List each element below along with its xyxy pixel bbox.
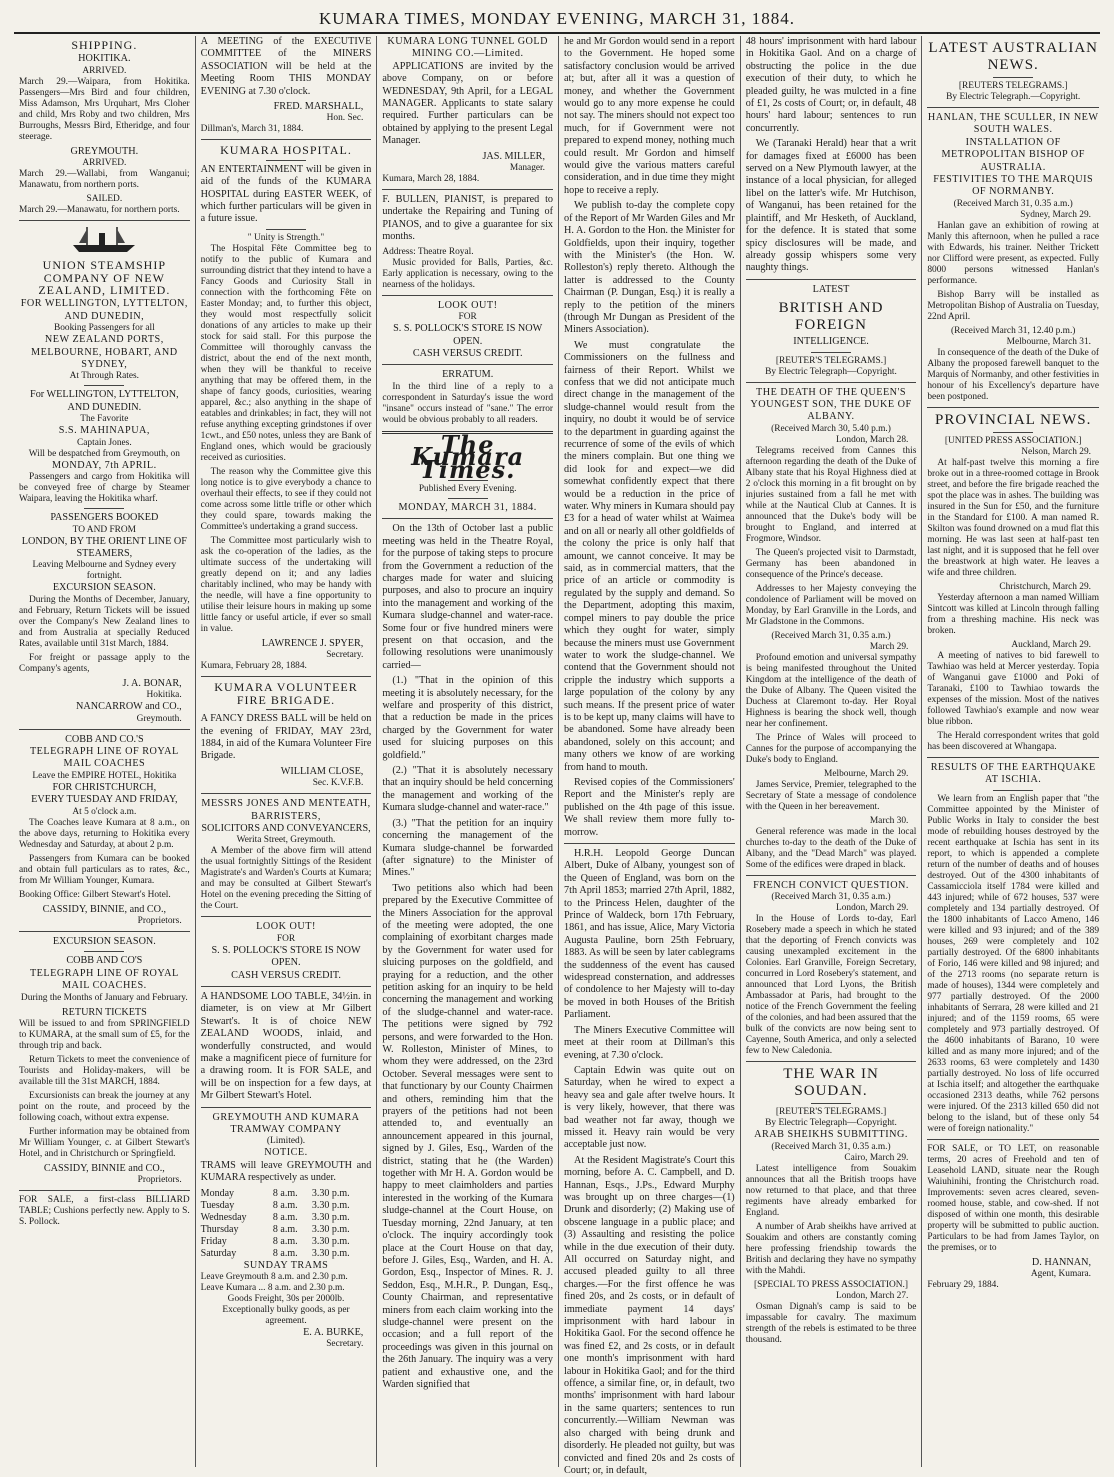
spyer: LAWRENCE J. SPYER, — [261, 637, 364, 649]
close: WILLIAM CLOSE, — [280, 765, 364, 777]
billiard-sale: FOR SALE, a first-class BILLIARD TABLE; Cushions perfectly new. Apply to S. S. Pollock. — [19, 1195, 190, 1228]
greymouth-arrived: ARRIVED. — [82, 158, 127, 169]
received-5: (Received March 31, 0.35 a.m.) — [953, 198, 1073, 209]
timetable-pm: 3.30 p.m. — [311, 1235, 350, 1247]
leader-continued: he and Mr Gordon would send in a report to the Government. He hoped some satisfactory conclusion would be arrived at; but, after all it was a question of money, and whether the Government would go to any more expense he could not say. The miners should not expect too much, for if Government were not prepared to expend money, nothing much could result. Mr Gordon and himself would give the various matters careful consideration, and in due time they might hope to receive a reply. — [564, 36, 735, 196]
member-text: A Member of the above firm will attend the usual fortnightly Sittings of the Resident Magistrate's and Warden's Courts at Kumara; and may be consulted at Gilbert Stewart's Hotel on the evening preceding the Sitting of the Court. — [200, 846, 372, 912]
resolution-3: (3.) "That the petition for an inquiry concerning the management of the Kumara sludge-channel be forwarded (after signature) to the Minister of Mines." — [382, 817, 554, 879]
column-4 — [559, 36, 741, 1476]
timetable-day: Saturday — [200, 1247, 237, 1259]
divider — [927, 407, 1099, 408]
greymouth-sailed-text: March 29.—Manawatu, for northern ports. — [19, 205, 180, 216]
upa-label: [UNITED PRESS ASSOCIATION.] — [944, 435, 1082, 446]
taranaki-text: We (Taranaki Herald) hear that a writ for damages fixed at £6000 has been served on a New Plymouth lawyer, at the instance of a local physician, for alleged libel on the latter's wife. Mr Hutchison, of Wanganui, has been retained for the plaintiff, and Mr Hesketh, of Auckland, for the defence. It is stated that some spicy disclosures will be made, and already gossip whispers some very naughty things. — [745, 138, 917, 274]
timetable-am: 8 a.m. — [272, 1187, 298, 1199]
festivities-heading: FESTIVITIES TO THE MARQUIS OF NORMANBY. — [933, 174, 1094, 198]
court-continued: 48 hours' imprisonment with hard labour in Hokitika Gaol. And on a charge of obstructing the police in the due execution of their duty, to which he pleaded guilty, he was mulcted in a fine of £1, 2s costs of Court; or, in default, 48 hours' hard labour; sentences to run concurrently. — [745, 36, 917, 134]
kumara-feb-date: Kumara, February 28, 1884. — [200, 661, 307, 672]
received-6: (Received March 31, 12.40 p.m.) — [950, 325, 1076, 336]
tram-timetable — [201, 1188, 372, 1260]
divider — [448, 498, 488, 499]
column-1 — [14, 36, 196, 1467]
reuters-label: [REUTER'S TELEGRAMS.] — [775, 355, 887, 366]
telegraph-line: TELEGRAPH LINE OF ROYAL MAIL COACHES — [29, 745, 179, 770]
tramway-heading: GREYMOUTH AND KUMARA TRAMWAY COMPANY — [212, 1111, 360, 1136]
timetable-pm: 3.30 p.m. — [311, 1211, 350, 1223]
meeting-notice: A MEETING of the EXECUTIVE COMMITTEE of the MINERS ASSOCIATION will be held at the Meeting Room THIS MONDAY EVENING at 7.30 o'clock. — [200, 36, 372, 97]
divider — [84, 951, 124, 952]
divider — [382, 518, 553, 519]
revised-text: Revised copies of the Commissioners' Report and the Minister's reply are published on the 4th page of this issue. We shall review them more fully to-morrow. — [564, 776, 735, 838]
proprietors: Proprietors. — [137, 915, 182, 926]
hon-sec: Hon. Sec. — [326, 113, 364, 124]
divider — [382, 364, 553, 365]
sydney-date: Sydney, March 29. — [1020, 209, 1092, 220]
excursion-heading-2: EXCURSION SEASON. — [52, 935, 156, 947]
timetable-am: 8 a.m. — [272, 1235, 298, 1247]
london-2: London, March 29. — [835, 903, 909, 914]
london-1: London, March 28. — [835, 434, 909, 445]
divider — [201, 793, 372, 794]
prince-text: The Prince of Wales will proceed to Cannes for the purpose of accompanying the Duke's body to England. — [745, 732, 917, 765]
kumara-date: Kumara, March 28, 1884. — [382, 174, 480, 185]
timetable-am: 8 a.m. — [272, 1199, 298, 1211]
at-five: At 5 o'clock a.m. — [72, 806, 137, 817]
solicitors: SOLICITORS AND CONVEYANCERS, — [201, 822, 371, 834]
london-3: London, March 27. — [835, 1290, 909, 1301]
convict-heading: FRENCH CONVICT QUESTION. — [753, 879, 909, 891]
burke-title: Secretary. — [326, 1339, 364, 1350]
pollock-store-2: S. S. POLLOCK'S STORE IS NOW OPEN. — [393, 323, 543, 347]
through-rates: At Through Rates. — [69, 371, 140, 382]
received-2: (Received March 31, 0.35 a.m.) — [771, 630, 891, 641]
tunnel-heading: KUMARA LONG TUNNEL GOLD MINING CO.—Limited. — [387, 36, 548, 60]
trams-text: TRAMS will leave GREYMOUTH and KUMARA respectively as under. — [200, 1159, 372, 1184]
timetable-am: 8 a.m. — [272, 1247, 298, 1259]
divider — [746, 279, 917, 280]
hanlan-heading: HANLAN, THE SCULLER, IN NEW SOUTH WALES. — [927, 112, 1099, 136]
christchurch-text: Yesterday afternoon a man named William Sintcott was killed at Lincoln through falling from a threshing machine. His neck was broken. — [927, 592, 1100, 636]
reuters-label-3: [REUTERS TELEGRAMS.] — [958, 81, 1068, 91]
divider — [382, 295, 553, 296]
march-30: March 30. — [869, 815, 909, 826]
received-4: (Received March 31, 0.35 a.m.) — [771, 1141, 891, 1152]
bonar-location: Hokitika. — [146, 690, 182, 701]
divider — [201, 139, 372, 140]
reuters-label-2: [REUTER'S TELEGRAMS.] — [775, 1107, 887, 1118]
general-text: General reference was made in the local churches to-day to the death of the Duke of Albany, and the "Dead March" was played. Some of the edifices were draped in black. — [745, 826, 917, 870]
death-text: Telegrams received from Cannes this afternoon regarding the death of the Duke of Albany state that his Royal Highness died at 2 o'clock this morning in a fit brought on by injuries sustained from a fall he met with while at the Nautical Club at Cannes. It is announced that the Duke's body will be brought to England, and interred at Frogmore, Windsor. — [745, 445, 917, 544]
marshall: FRED. MARSHALL, — [273, 101, 364, 113]
for-wellington-2: For WELLINGTON, LYTTELTON, AND DUNEDIN. — [30, 389, 179, 413]
melbourne-text: In consequence of the death of the Duke of Albany the proposed farewell banquet to the Marquis of Normanby, and other festivities in honour of his Excellency's departure have been postponed. — [927, 347, 1100, 402]
departure-date: MONDAY, 7th APRIL. — [52, 459, 157, 471]
greymouth-sailed: SAILED. — [86, 194, 123, 205]
timetable-pm: 3.30 p.m. — [311, 1199, 350, 1211]
special-label: [SPECIAL TO PRESS ASSOCIATION.] — [754, 1279, 909, 1290]
bonar: J. A. BONAR, — [122, 677, 182, 689]
emotion-text: Profound emotion and universal sympathy is being manifested throughout the United Kingdom at the intelligence of the death of the Duke of Albany. The Queen visited the Duchess at Claremont to-day. Her Royal Highness is bearing the shock well, though near her confinement. — [745, 652, 917, 729]
columns — [14, 36, 1104, 1476]
timetable-row — [201, 1188, 372, 1200]
received-1: (Received March 30, 5.40 p.m.) — [771, 423, 891, 434]
divider — [84, 508, 124, 509]
return-tickets: RETURN TICKETS — [61, 1006, 147, 1018]
osman-text: Osman Dignah's camp is said to be impassable for cavalry. The maximum strength of the rebels is estimated to be three thousand. — [745, 1301, 917, 1345]
installation-heading: INSTALLATION OF METROPOLITAN BISHOP OF AUSTRALIA. — [941, 136, 1085, 173]
divider — [811, 352, 851, 353]
hanlan-text: Hanlan gave an exhibition of rowing at Manly this afternoon, when he pulled a race with Edwards, his trainer. Neither Trickett nor Clifford were present, as expected. Fully 8000 persons witnessed Hanlan's performance. — [927, 220, 1100, 286]
timetable-row — [201, 1224, 372, 1236]
lookout-heading: LOOK OUT! — [256, 921, 316, 933]
provincial-heading: PROVINCIAL NEWS. — [935, 411, 1092, 428]
hospital-heading: KUMARA HOSPITAL. — [220, 143, 352, 158]
divider — [927, 1139, 1099, 1140]
divider — [19, 220, 190, 221]
nancarrow: NANCARROW and CO., — [76, 701, 182, 713]
electric-label-3: By Electric Telegraph.—Copyright. — [946, 92, 1081, 102]
divider — [564, 843, 735, 844]
latest-label: LATEST — [812, 283, 850, 295]
passengers-booked: PASSENGERS BOOKED — [50, 512, 159, 524]
auckland-text: A meeting of natives to bid farewell to Tawhiao was held at Mercer yesterday. Topia of Wanganui gave £1000 and Poki of Taranaki, £100 to Tawhiao towards the expenses of the mission. Most of the natives followed Tawhiao's example and now wear blue ribbon. — [927, 650, 1100, 727]
timetable-row — [201, 1212, 372, 1224]
freight-text: For freight or passage apply to the Company's agents, — [19, 652, 190, 674]
arab-heading: ARAB SHEIKHS SUBMITTING. — [754, 1129, 908, 1141]
steamship-icon — [69, 225, 139, 255]
resolution-2: (2.) "That it is absolutely necessary that an inquiry should be held concerning the management and working of the Kumara sludge-channel and water-race." — [382, 765, 554, 814]
divider — [746, 382, 917, 383]
timetable-day: Wednesday — [200, 1211, 247, 1223]
fete-text: The Hospital Fête Committee beg to notify to the public of Kumara and surrounding district that they intend to have a Fancy Goods and Curiosity Stall in connection with the forthcoming Fête on Easter Monday; and, to further this object, they would most respectfully solicit donations of any articles to make up their stock for said stall. For this purpose the Committee will thoroughly canvass the district, about the end of the next month, when they will be thankful to receive anything that may be offered them, in the shape of fancy goods, curiosities, wearing apparel, &c.; also anything in the shape of eatables and drinkables; in fact, they will not refuse anything excepting grindstones if over 1cwt., and £50 notes, unless they are Bank of England ones, which would be graciously received as curiosities. — [200, 243, 372, 463]
divider — [993, 77, 1033, 78]
melbourne-date: Melbourne, March 31. — [1006, 336, 1092, 347]
leave-empire: Leave the EMPIRE HOTEL, Hokitika — [32, 770, 177, 781]
ladies-text: The Committee most particularly wish to ask the co-operation of the ladies, as the ultimate success of the undertaking will greatly depend on it; and any ladies charitably inclined, who may be handy with the needle, will have a fine opportunity to utilise their leisure hours in making up some little fancy or useful article, if ever so small in value. — [200, 535, 372, 634]
lookout-heading-2: LOOK OUT! — [437, 299, 498, 311]
for-wellington: FOR WELLINGTON, LYTTELTON, AND DUNEDIN, — [20, 298, 188, 322]
bishop-text: Bishop Barry will be installed as Metropolitan Bishop of Australia on Tuesday, 22nd April. — [927, 289, 1100, 322]
applications-text: APPLICATIONS are invited by the above Company, on or before WEDNESDAY, 9th April, for a LEGAL MANAGER. Applicants to state salary required. Further particulars can be obtained by applying to the present Legal Manager. — [382, 60, 554, 147]
miller-title: Manager. — [509, 163, 546, 174]
court-text: At the Resident Magistrate's Court this morning, before A. C. Campbell, and D. Hannan, Esqs., J.Ps., Edward Murphy was brought up on three charges—(1) Drunk and disorderly; (2) Making use of obscene language in a public place; and (3) Assaulting and resisting the police while in the due execution of their duty. All occurred on Saturday night, and accused pleaded guilty to all three charges.—For the first offence he was fined 20s, and 2s costs, or in default of immediate payment 14 days' imprisonment with hard labour in Hokitika Gaol. For the second offence he was fined £2, and 2s costs, or in default one month's imprisonment with hard labour in Hokitika Gaol; and for the third offence, a similar fine, or, in default, two months' imprisonment with hard labour in the same quarters; sentences to run concurrently.—William Newman was also charged with being drunk and disorderly. He pleaded not guilty, but was convicted and fined 20s and 2s costs of Court; or, in default, — [564, 1154, 735, 1476]
ischia-heading: RESULTS OF THE EARTHQUAKE AT ISCHIA. — [930, 761, 1096, 786]
sunday-line-1: Leave Greymouth 8 a.m. and 2.30 p.m. — [200, 1272, 348, 1283]
divider — [19, 1190, 190, 1191]
shipping-heading: SHIPPING. — [71, 38, 138, 52]
coaches-text: The Coaches leave Kumara at 8 a.m., on the above days, returning to Hokitika every Wednesday and Saturday, at about 2 p.m. — [19, 817, 190, 850]
divider — [266, 709, 306, 710]
received-3: (Received March 31, 0.35 a.m.) — [771, 892, 891, 903]
newspaper-banner: The Kumara Times. — [411, 429, 525, 484]
goods-freight: Goods Freight, 30s per 2000lb. — [227, 1294, 345, 1305]
auckland-date: Auckland, March 29. — [1011, 639, 1092, 650]
timetable-day: Tuesday — [200, 1199, 235, 1211]
reason-text: The reason why the Committee give this long notice is to give everybody a chance to overhaul their effects, to see if they could not come across some little trifle or other which they could spare, towards making the Committee's undertaking a grand success. — [200, 466, 372, 532]
march-29: March 29. — [869, 641, 909, 652]
issue-date: MONDAY, MARCH 31, 1884. — [398, 501, 537, 513]
bfi-heading: BRITISH AND FOREIGN — [778, 300, 884, 334]
published-line: Published Every Evening. — [418, 483, 517, 494]
burke: E. A. BURKE, — [303, 1327, 364, 1339]
hannan-title: Agent, Kumara. — [1030, 1269, 1092, 1280]
notice-heading: NOTICE. — [264, 1147, 308, 1159]
lookout-for: FOR — [276, 933, 296, 944]
cassidy-2: CASSIDY, BINNIE and CO., — [43, 1163, 165, 1174]
leader-paragraph-1: On the 13th of October last a public meeting was held in the Theatre Royal, for the purpose of taking steps to procure from the Government a reduction of the charges made for water and sluicing purposes, and also to procure an inquiry into the management and working of the Kumara sludge-channel and water-race. Some four or five hundred miners were present on that occasion, and the following resolutions were unanimously carried— — [382, 523, 554, 671]
telegraph-line-2: TELEGRAPH LINE OF ROYAL MAIL COACHES. — [29, 967, 179, 992]
divider — [19, 931, 190, 932]
divider — [201, 1107, 372, 1108]
executive-text: The Miners Executive Committee will meet at their room at Dillman's this evening, at 7.30 o'clock. — [564, 1024, 735, 1061]
london-line: LONDON, BY THE ORIENT LINE OF STEAMERS, — [21, 535, 187, 559]
nz-ports: NEW ZEALAND PORTS, MELBOURNE, HOBART, AND SYDNEY, — [31, 334, 178, 371]
herald-text: The Herald correspondent writes that gold has been discovered at Whangapa. — [927, 730, 1100, 752]
column-6 — [922, 36, 1104, 1467]
booking-office: Booking Office: Gilbert Stewart's Hotel. — [19, 889, 171, 900]
publish-text: We publish to-day the complete copy of the Report of Mr Warden Giles and Mr H. A. Gordon to the Hon. the Minister for Goldfields, upon their inquiry, together with the Minister's (the Hon. W. Rolleston's) reply thereto. Although the latter is addressed to the County Chairman (P. Dungan, Esq.) it is really a reply to the petition of the miners (through Mr Dungan as President of the Miners Association). — [564, 200, 735, 336]
bullen-notice: F. BULLEN, PIANIST, is prepared to undertake the Repairing and Tuning of PIANOS, and to give a guarantee for six months. — [382, 194, 554, 243]
favorite-text: The Favorite — [80, 414, 129, 425]
excursion-text: During the Months of December, January, and February, Return Tickets will be issued over the Company's New Zealand lines to and from Australia at specially Reduced Rates, available until 31st March, 1884. — [19, 594, 190, 649]
bulky-goods: Exceptionally bulky goods, as per agreement. — [222, 1305, 350, 1327]
divider — [19, 729, 190, 730]
ball-notice: A FANCY DRESS BALL will be held on the evening of FRIDAY, MAY 23rd, 1884, in aid of the Kumara Volunteer Fire Brigade. — [200, 713, 372, 762]
greymouth-arrived-text: March 29.—Wallabi, from Wanganui; Manawatu, from northern ports. — [19, 169, 190, 191]
column-5 — [741, 36, 923, 1467]
electric-label-2: By Electric Telegraph—Copyright. — [765, 1118, 897, 1129]
timetable-pm: 3.30 p.m. — [311, 1223, 350, 1235]
electric-label: By Electric Telegraph—Copyright. — [765, 366, 897, 377]
sunday-trams: SUNDAY TRAMS — [243, 1259, 329, 1271]
unity-motto: " Unity is Strength." — [247, 232, 325, 243]
tramway-limited: (Limited). — [266, 1136, 306, 1147]
timetable-am: 8 a.m. — [272, 1223, 298, 1235]
divider — [266, 229, 306, 230]
congratulate-text: We must congratulate the Commissioners on the fullness and fairness of their Report. Whilst we confess that we did not anticipate much direct change in the management of the sludge-channel would result from the inquiry, no doubt it would be of service to the department in guarding against the recurrence of some of the evils of which the miners complain. But one thing we did look for and expect—we did somewhat confidently expect that there would be a reduction in the price of water. Why miners in Kumara should pay £3 for a head of water whilst at Waimea and on all or nearly all other goldfields of the colony the price is only half that amount, we cannot conceive. It may be said, as in commercial matters, that the price of an article or commodity is regulated by the supply and demand. So the Department, adopting this maxim, compel miners to pay double the price which they ought for water, simply because the miners must use Government water to work the sludge-channel. We contend that the Government should not cripple the industry which supports a large population of the colony by any such means. If the present price of water is to be kept up, many claims will have to be abandoned. Some have already been abandoned, solely on this account; and many others we know of are working from hand to mouth. — [564, 339, 735, 773]
greymouth-heading: GREYMOUTH. — [70, 145, 139, 157]
timetable-day: Friday — [200, 1235, 227, 1247]
intelligence-label: INTELLIGENCE. — [793, 336, 869, 348]
column-2 — [196, 36, 378, 1467]
timetable-pm: 3.30 p.m. — [311, 1247, 350, 1259]
return-tickets-text-3: Excursionists can break the journey at any point on the route, and proceed by the following coach, without extra expense. — [19, 1091, 190, 1123]
miller: JAS. MILLER, — [482, 150, 546, 162]
music-text: Music provided for Balls, Parties, &c. Early application is necessary, owing to the nearness of the holidays. — [382, 257, 554, 290]
divider — [927, 757, 1099, 758]
spyer-title: Secretary. — [326, 650, 364, 661]
divider — [201, 676, 372, 677]
erratum-heading: ERRATUM. — [442, 369, 494, 381]
nancarrow-location: Greymouth. — [136, 713, 182, 724]
column-3 — [377, 36, 559, 1467]
timetable-row — [201, 1236, 372, 1248]
timetable-day: Thursday — [200, 1223, 239, 1235]
pollock-store: S. S. POLLOCK'S STORE IS NOW OPEN. — [211, 944, 361, 969]
leaving-text: Leaving Melbourne and Sydney every fortnight. — [32, 560, 177, 582]
service-text: James Service, Premier, telegraphed to the Secretary of State a message of condolence with the Queen in her bereavement. — [745, 779, 917, 812]
cash-vs-credit: CASH VERSUS CREDIT. — [231, 969, 341, 981]
sheikhs-text: A number of Arab sheikhs have arrived at Souakim and others are constantly coming here professing friendship towards the British and declaring they have no sympathy with the Mahdi. — [745, 1221, 917, 1276]
during-text: During the Months of January and February. — [20, 992, 188, 1003]
edwin-text: Captain Edwin was quite out on Saturday, when he wired to expect a heavy sea and gale after twelve hours. It is very likely, however, that there was bad weather not far away, though we missed it. Heavy rain would be very acceptable just now. — [564, 1064, 735, 1151]
proprietors-2: Proprietors. — [137, 1175, 182, 1186]
to-and-from: TO AND FROM — [72, 524, 137, 535]
latest-australian-heading: LATEST AUSTRALIAN NEWS. — [928, 40, 1099, 73]
sunday-line-2: Leave Kumara ... 8 a.m. and 2.30 p.m. — [200, 1283, 345, 1294]
divider — [746, 1061, 917, 1062]
timetable-pm: 3.30 p.m. — [311, 1187, 350, 1199]
every-text: EVERY TUESDAY AND FRIDAY, — [31, 794, 178, 806]
divider — [201, 916, 372, 917]
timetable-row — [201, 1248, 372, 1260]
cargo-text: Passengers and cargo from Hokitika will be conveyed free of charge by Steamer Waipara, leaving the Hokitika wharf. — [19, 472, 190, 505]
divider — [993, 432, 1033, 433]
christchurch-date: Christchurch, March 29. — [999, 581, 1092, 592]
timetable-am: 8 a.m. — [272, 1211, 298, 1223]
cairo-date: Cairo, March 29. — [844, 1152, 909, 1163]
union-title: UNION STEAMSHIP COMPANY OF NEW ZEALAND, LIMITED. — [38, 258, 171, 298]
captain-name: Captain Jones. — [76, 437, 132, 448]
brigade-heading: KUMARA VOLUNTEER FIRE BRIGADE. — [214, 680, 358, 707]
hokitika-arrived: ARRIVED. — [82, 65, 127, 76]
cobb-title: COBB AND CO.'S — [65, 733, 144, 745]
hokitika-heading: HOKITIKA. — [78, 53, 131, 65]
divider — [746, 875, 917, 876]
cash-vs-credit-2: CASH VERSUS CREDIT. — [412, 347, 523, 359]
divider — [84, 385, 124, 386]
timetable-row — [201, 1200, 372, 1212]
death-heading: THE DEATH OF THE QUEEN'S YOUNGEST SON, THE DUKE OF ALBANY. — [750, 386, 912, 423]
land-sale-text: FOR SALE, or TO LET, on reasonable terms, 20 acres of Freehold and ten of Leasehold LAND, situate near the Rough Waiuhinihi, fronting the Christchurch road. Improvements: seven acres cleared, seven-roomed house, stable, and cow-shed. If not disposed of within one month, this desirable property will be submitted to public auction. Particulars to be had from James Taylor, on the premises, or to — [927, 1143, 1100, 1253]
return-tickets-text-2: Return Tickets to meet the convenience of Tourists and Holiday-makers, will be available till the 31st MARCH, 1884. — [19, 1055, 190, 1087]
excursion-heading: EXCURSION SEASON. — [52, 582, 156, 594]
dillman-date: Dillman's, March 31, 1884. — [200, 124, 304, 135]
nelson-text: At half-past twelve this morning a fire broke out in a three-roomed cottage in Brook street, and before the fire brigade reached the spot the place was in ashes. The building was insured in the Sun for £50, and the furniture in the Standard for £100. A man named R. Skilton was found drowned on a mud flat this morning. He was last seen at half-past ten last night, and it is supposed that he fell over the breastwork at high water. He leaves a wife and three children. — [927, 457, 1100, 578]
leopold-text: H.R.H. Leopold George Duncan Albert, Duke of Albany, youngest son of the Queen of England, was born on the 7th April 1853; married 27th April, 1882, to the Princess Helen, daughter of the Prince of Waldeck, born 17th February, 1861, and has issue, Alice, Mary Victoria Augusta Pauline, born 25th February, 1883. As will be seen by later cablegrams the suddenness of the event has caused widespread consternation, and addresses of condolence to her Majesty will to-day be moved in both Houses of the British Parliament. — [564, 848, 735, 1021]
masthead: KUMARA TIMES, MONDAY EVENING, MARCH 31, 1884. — [14, 6, 1100, 34]
nelson-date: Nelson, March 29. — [1021, 446, 1092, 457]
resolution-1: (1.) "That in the opinion of this meeting it is absolutely necessary, for the welfare and prosperity of this district, that a reduction be made in the prices charged by the Government for water used for sluicing purposes on this goldfield." — [382, 675, 554, 761]
lookout-for-2: FOR — [458, 312, 477, 323]
ship-name: S.S. MAHINAPUA, — [58, 425, 150, 437]
divider — [993, 790, 1033, 791]
for-christchurch: FOR CHRISTCHURCH, — [52, 781, 157, 793]
erratum-text: In the third line of a reply to a correspondent in Saturday's issue the word "insane" occurs instead of "sane." The error would be obvious probably to all readers. — [382, 381, 554, 425]
entertainment-notice: AN ENTERTAINMENT will be given in aid of the funds of the KUMARA HOSPITAL during EASTER WEEK, of which further particulars will be given in a future issue. — [200, 163, 372, 225]
booking-text: Booking Passengers for all — [53, 323, 155, 334]
darmstadt-text: The Queen's projected visit to Darmstadt, Germany has been abandoned in consequence of the Prince's decease. — [745, 547, 917, 580]
divider — [811, 1103, 851, 1104]
ischia-text: We learn from an English paper that "the Committee appointed by the Minister of Public Works in Italy to consider the best mode of rebuilding houses destroyed by the recent earthquake at Ischia has sent in its report, to which is appended a complete return of the number of deaths and of houses destroyed. Out of the 4300 inhabitants of Cassamicciola itself 1784 were killed and 443 injured; while of 672 houses, 537 were completely and 134 partially destroyed. Of the 1800 inhabitants of Lacco Ameno, 146 were killed and 93 injured; and of the 389 houses, 269 were completely and 102 partially destroyed. Of the 6800 inhabitants of Forio, 146 were killed and 98 injured; and of the 2713 rooms (no separate return is made of houses), 1344 were completely and 977 partially destroyed. Of the 2000 inhabitants of Serrara, 28 were killed and 21 injured; and of the 1159 rooms, 65 were completely and 973 partially destroyed. Of the 4600 inhabitants of Barano, 10 were killed and as many more injured; and of the 2633 rooms, 63 were completely and 1430 partially destroyed. No loss of life occurred at Ischia itself; and altogether the earthquake occasioned 2313 deaths, while 762 persons were injured. Of the 2313 killed 650 did not belong to the island, but of these only 54 were of foreign nationality." — [927, 793, 1100, 1134]
werita: Werita Street, Greymouth. — [236, 835, 336, 846]
timetable-day: Monday — [200, 1187, 235, 1199]
close-title: Sec. K.V.F.B. — [312, 778, 364, 789]
passengers-text: Passengers from Kumara can be booked and obtain full particulars as to rates, &c., from Mr William Younger, Kumara. — [19, 853, 190, 886]
hokitika-text: March 29.—Waipara, from Hokitika. Passengers—Mrs Bird and four children, Miss Adamson, Mrs Urquhart, Mrs Cloher and child, Mrs Roby and two children, Mrs Burroughs, Messrs Bird, Etheridge, and four steerage. — [19, 76, 190, 142]
petitions-text: Two petitions also which had been prepared by the Executive Committee of the Miners Association for the approval of the meeting were adopted, the one complaining of exorbitant charges made by the Government for water used for sluicing purposes on the goldfield, and praying for a reduction, and the other petition asking for an inquiry to be held concerning the management and working of the sludge-channel and water-race. The petitions were signed by 792 persons, and were forwarded to the Hon. W. Rolleston, Minister of Mines, to whom they were addressed, on the 23rd October. Several messages were sent to that functionary by our County Chairmen and others, reminding him that the prayers of the petitions had not been attended to, and eventually an announcement appeared in this journal, signed by J. Giles, Esq., Warden of the district, stating that he (the Warden) together with Mr H. A. Gordon would be happy to meet claimholders and parties interested in the working of the Kumara sludge-channel at the Court House, on Tuesday morning, 22nd January, at ten o'clock. The inquiry accordingly took place at the Court House on that day, before J. Giles, Esq., Warden, and H. A. Gordon, Esq., Inspector of Mines. R. J. Seddon, Esq., M.H.R., P. Dungan, Esq., County Chairman, and representative miners from each claim working into the sludge-channel were present on the occasion; and a full report of the proceedings was given in this journal on the 26th January. The inquiry was a very patient and exhaustive one, and the Warden signified that — [382, 882, 554, 1390]
divider — [382, 189, 553, 190]
addresses-text: Addresses to her Majesty conveying the condolence of Parliament will be moved on Monday, by Earl Granville in the Lords, and Mr Gladstone in the Commons. — [745, 583, 917, 627]
divider — [266, 160, 306, 161]
bullen-address: Address: Theatre Royal. — [382, 246, 474, 257]
cassidy: CASSIDY, BINNIE, and CO., — [42, 903, 167, 915]
hannan: D. HANNAN, — [1031, 1256, 1092, 1268]
convict-text: In the House of Lords to-day, Earl Rosebery made a speech in which he stated that the deporting of French convicts was causing unexampled excitement in the Colonies. Earl Granville, Foreign Secretary, concurred in Lord Rosebery's statement, and announced that Lord Lyons, the British Ambassador at Paris, had brought to the notice of the French Government the feeling of the colonies, and had been assured that the bulk of the convicts are now being sent to Cayenne, South America, and only a selected few to New Caledonia. — [745, 914, 917, 1057]
loo-table-notice: A HANDSOME LOO TABLE, 34½in. in diameter, is on view at Mr Gilbert Stewart's. It is of choice NEW ZEALAND WOODS, inlaid, and wonderfully constructed, and would make a magnificent piece of furniture for a drawing room. It is FOR SALE, and will be on inspection for a few days, at Mr Gilbert Stewart's Hotel. — [200, 990, 372, 1102]
soudan-heading: THE WAR IN SOUDAN. — [783, 1066, 879, 1100]
jones-heading: MESSRS JONES AND MENTEATH, BARRISTERS, — [201, 798, 371, 822]
divider — [201, 986, 372, 987]
return-tickets-text-4: Further information may be obtained from Mr William Younger, c. at Gilbert Stewart's Hotel, and in Christchurch or Springfield. — [19, 1127, 190, 1159]
despatch-text: Will be despatched from Greymouth, on — [28, 448, 180, 459]
cairo-text: Latest intelligence from Souakim announces that all the British troops have now returned to that place, and that three regiments have already embarked for England. — [745, 1163, 917, 1218]
return-tickets-text: Will be issued to and from SPRINGFIELD to KUMARA, at the small sum of £5, for the through trip and back. — [19, 1019, 190, 1051]
melbourne-1: Melbourne, March 29. — [824, 768, 909, 779]
divider — [927, 107, 1099, 108]
cobb-title-2: COBB AND CO'S — [66, 955, 143, 967]
february-date: February 29, 1884. — [927, 1280, 999, 1291]
